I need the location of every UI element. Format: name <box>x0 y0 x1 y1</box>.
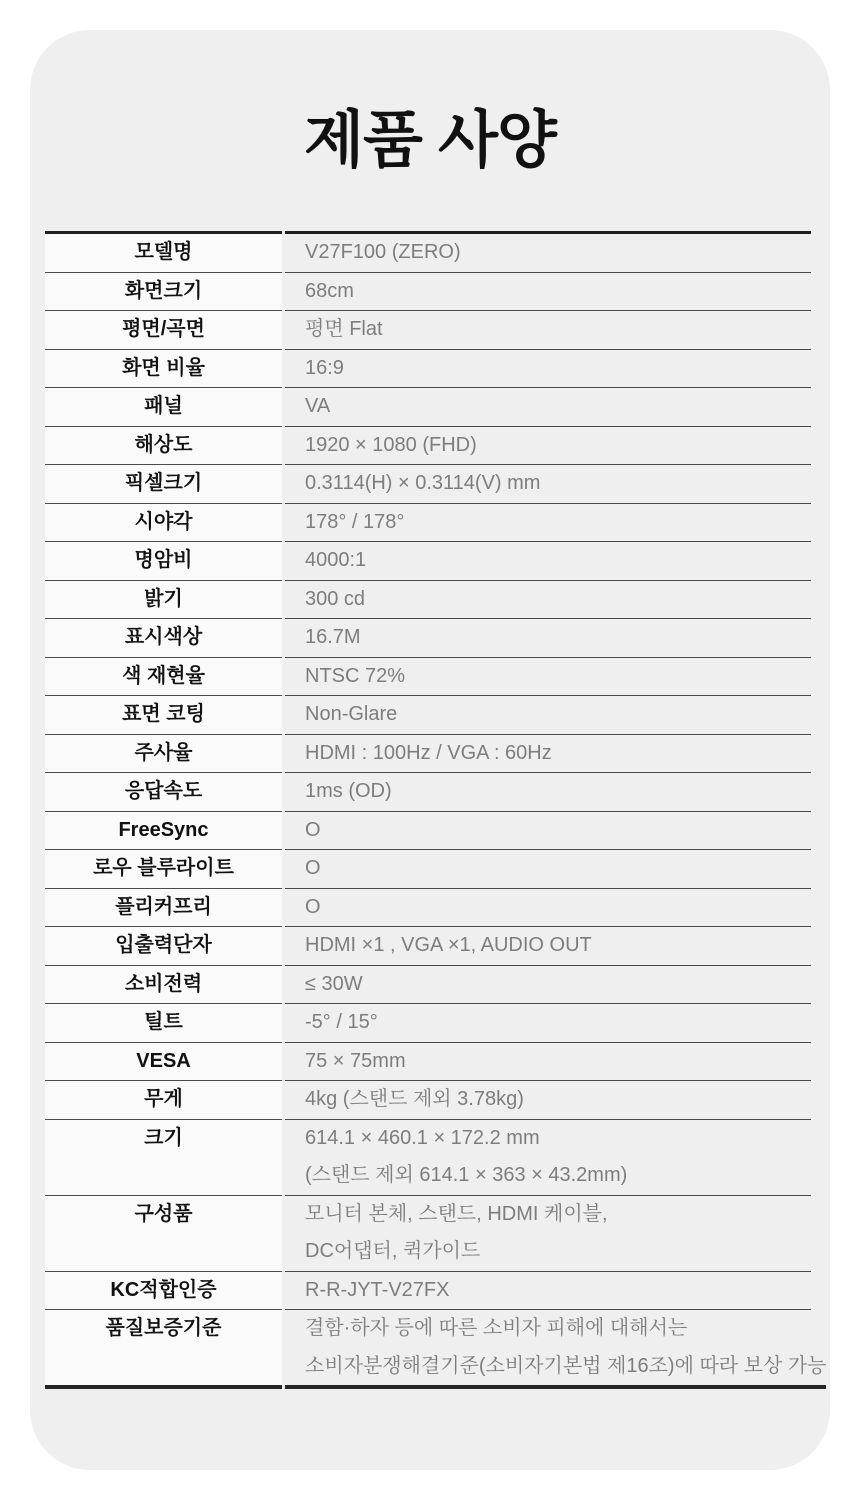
spec-value-line: 16:9 <box>305 356 344 379</box>
spec-row <box>45 542 811 581</box>
spec-label: 모델명 <box>45 231 282 273</box>
spec-label: 색 재현율 <box>45 658 282 697</box>
spec-value-line: Non-Glare <box>305 703 398 725</box>
spec-value <box>285 273 811 312</box>
spec-value-line: ≤ 30W <box>305 972 363 995</box>
spec-value <box>285 658 811 697</box>
spec-value-line: 1ms (OD) <box>305 780 392 802</box>
spec-value-line: R-R-JYT-V27FX <box>305 1278 450 1301</box>
spec-value-line: 614.1 × 460.1 × 172.2 mm <box>305 1126 540 1149</box>
spec-value <box>285 465 811 504</box>
spec-value <box>285 735 811 774</box>
spec-value-line: DC어댑터, 퀵가이드 <box>305 1240 481 1262</box>
spec-value <box>285 388 811 427</box>
spec-value <box>285 1196 811 1272</box>
spec-value-line: HDMI : 100Hz / VGA : 60Hz <box>305 741 552 764</box>
spec-value-line: O <box>305 895 321 918</box>
spec-value <box>285 311 811 350</box>
spec-value-line: HDMI ×1 , VGA ×1, AUDIO OUT <box>305 934 592 956</box>
spec-row <box>45 1310 827 1389</box>
spec-row <box>45 231 811 273</box>
spec-value <box>285 1272 811 1311</box>
spec-value-line: 4000:1 <box>305 549 367 571</box>
spec-value-line: 소비자분쟁해결기준(소비자기본법 제16조)에 따라 보상 가능 <box>305 1354 827 1377</box>
spec-value <box>285 812 811 851</box>
spec-value <box>285 1043 811 1082</box>
spec-value <box>285 1004 811 1043</box>
spec-value-line: O <box>305 818 321 841</box>
spec-label: 픽셀크기 <box>45 465 282 504</box>
spec-value-line: 300 cd <box>305 587 366 610</box>
spec-value-line: 178° / 178° <box>305 510 405 533</box>
spec-value-line: VA <box>305 395 331 417</box>
spec-label: 시야각 <box>45 504 282 543</box>
spec-label: 표면 코팅 <box>45 696 282 735</box>
spec-row <box>45 658 811 697</box>
spec-row <box>45 1272 811 1311</box>
spec-label: 응답속도 <box>45 773 282 812</box>
spec-row <box>45 1043 811 1082</box>
spec-row <box>45 1004 811 1043</box>
spec-value-line: 16.7M <box>305 626 361 648</box>
spec-label: 로우 블루라이트 <box>45 850 282 889</box>
spec-row <box>45 850 811 889</box>
spec-row <box>45 927 811 966</box>
spec-row <box>45 311 811 350</box>
spec-label: 화면 비율 <box>45 350 282 389</box>
spec-value <box>285 927 811 966</box>
spec-row <box>45 465 811 504</box>
spec-label: 품질보증기준 <box>45 1310 282 1389</box>
spec-value-line: 4kg (스탠드 제외 3.78kg) <box>305 1088 524 1110</box>
spec-value <box>285 542 811 581</box>
spec-row <box>45 1081 811 1120</box>
spec-label: 무게 <box>45 1081 282 1120</box>
spec-row <box>45 773 811 812</box>
spec-value-line: 0.3114(H) × 0.3114(V) mm <box>305 472 541 494</box>
spec-label: 소비전력 <box>45 966 282 1005</box>
spec-value <box>285 1081 811 1120</box>
spec-label: 표시색상 <box>45 619 282 658</box>
page-title: 제품 사양 <box>304 106 556 175</box>
spec-label: 화면크기 <box>45 273 282 312</box>
spec-value-line: -5° / 15° <box>305 1011 378 1033</box>
spec-row <box>45 812 811 851</box>
spec-row <box>45 966 811 1005</box>
spec-row <box>45 427 811 466</box>
spec-label: 평면/곡면 <box>45 311 282 350</box>
spec-label: 틸트 <box>45 1004 282 1043</box>
spec-label: 명암비 <box>45 542 282 581</box>
spec-label: 주사율 <box>45 735 282 774</box>
spec-value <box>285 350 811 389</box>
spec-value <box>285 427 811 466</box>
spec-label: 구성품 <box>45 1196 282 1272</box>
spec-value <box>285 696 811 735</box>
spec-value <box>285 231 811 273</box>
spec-value <box>285 850 811 889</box>
spec-row <box>45 735 811 774</box>
spec-row <box>45 889 811 928</box>
spec-value <box>285 773 811 812</box>
spec-label: FreeSync <box>45 812 282 851</box>
spec-value-line: (스탠드 제외 614.1 × 363 × 43.2mm) <box>305 1164 628 1186</box>
spec-value-line: NTSC 72% <box>305 664 406 687</box>
spec-row <box>45 619 811 658</box>
spec-label: VESA <box>45 1043 282 1082</box>
spec-value-line: 1920 × 1080 (FHD) <box>305 433 477 456</box>
spec-label: KC적합인증 <box>45 1272 282 1311</box>
spec-row <box>45 350 811 389</box>
spec-value-line: 75 × 75mm <box>305 1049 406 1072</box>
spec-value-line: 모니터 본체, 스탠드, HDMI 케이블, <box>305 1202 608 1225</box>
spec-label: 플리커프리 <box>45 889 282 928</box>
spec-row <box>45 581 811 620</box>
spec-value <box>285 966 811 1005</box>
spec-table <box>45 231 827 1389</box>
spec-label: 크기 <box>45 1120 282 1196</box>
spec-value-line: 평면 Flat <box>305 318 383 340</box>
spec-label: 입출력단자 <box>45 927 282 966</box>
spec-label: 패널 <box>45 388 282 427</box>
spec-row <box>45 504 811 543</box>
spec-value-line: V27F100 (ZERO) <box>305 241 461 263</box>
spec-row <box>45 273 811 312</box>
spec-row <box>45 696 811 735</box>
spec-value <box>285 504 811 543</box>
spec-value <box>285 1310 826 1389</box>
spec-card <box>30 30 830 1470</box>
spec-value <box>285 581 811 620</box>
spec-label: 밝기 <box>45 581 282 620</box>
spec-row <box>45 1120 811 1196</box>
spec-value-line: 68cm <box>305 279 354 302</box>
spec-value <box>285 889 811 928</box>
spec-value-line: 결함·하자 등에 따른 소비자 피해에 대해서는 <box>305 1317 688 1339</box>
spec-value <box>285 619 811 658</box>
spec-value <box>285 1120 811 1196</box>
spec-row <box>45 388 811 427</box>
spec-label: 해상도 <box>45 427 282 466</box>
spec-value-line: O <box>305 857 321 879</box>
spec-row <box>45 1196 811 1272</box>
